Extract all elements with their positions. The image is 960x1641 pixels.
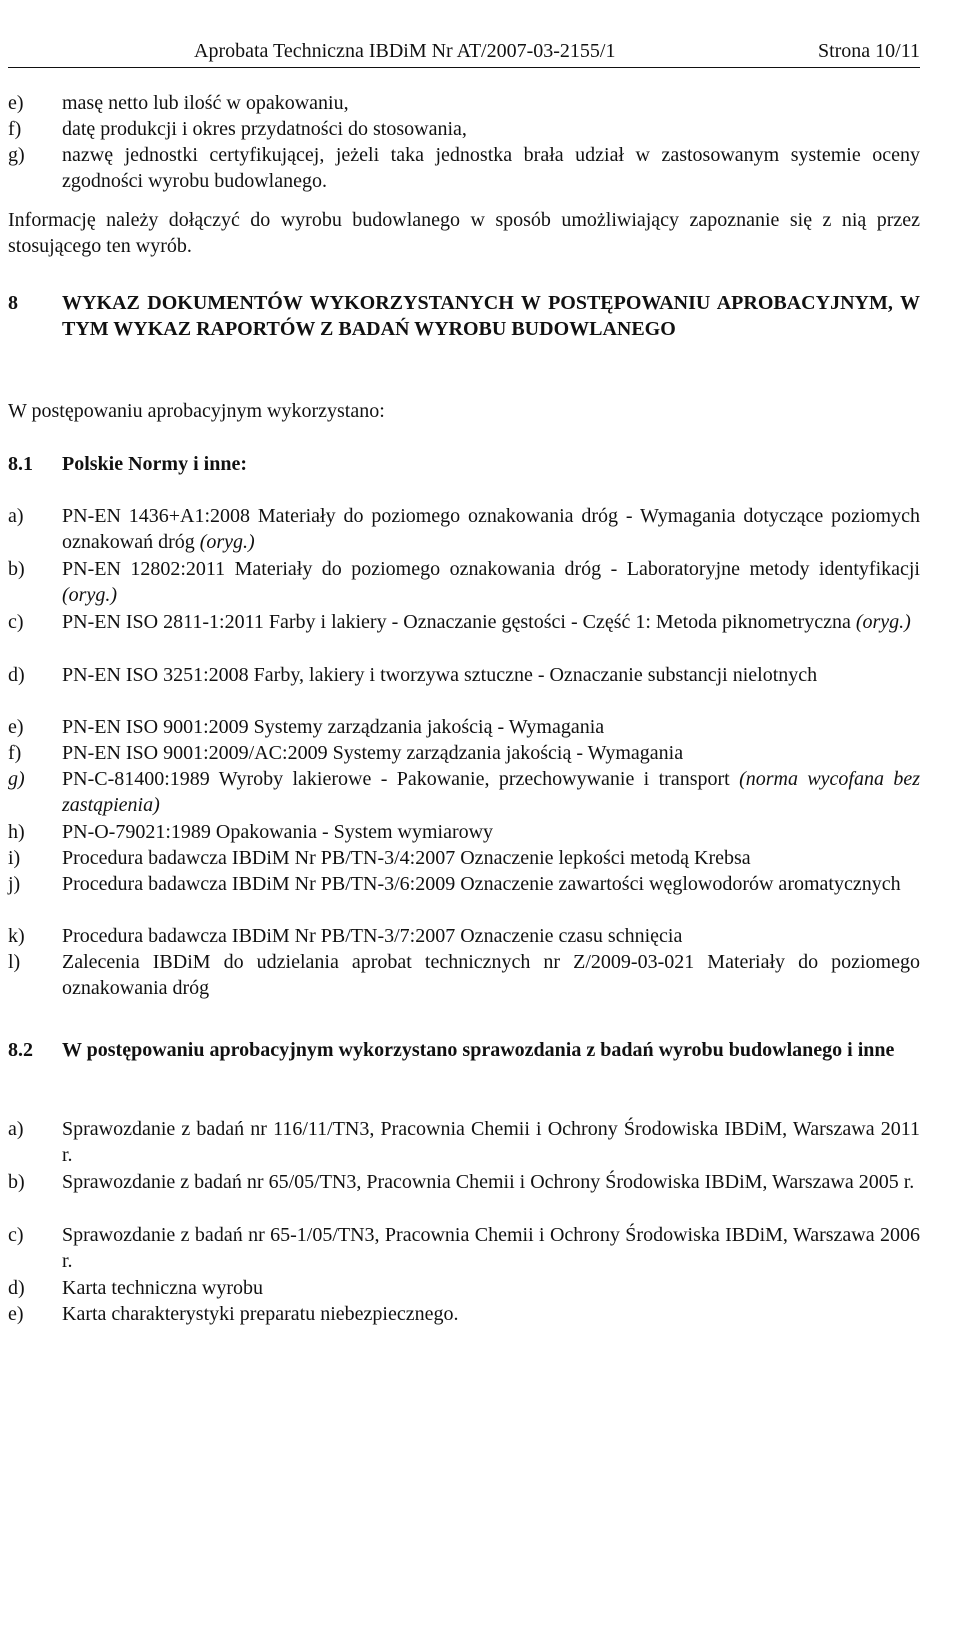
list-text: nazwę jednostki certyfikującej, jeżeli taka jednostka brała udział w zastosowanym systemie oceny zgodności wyrobu budowlanego. [62,144,920,192]
list-text [62,503,920,555]
list-text [62,923,920,949]
list-text-main: PN-O-79021:1989 Opakowania - System wymiarowy [62,821,494,843]
list-label: a) [8,1118,24,1140]
list-text [62,819,920,845]
list-text [62,845,920,871]
list-label: l) [8,951,21,973]
list-text: datę produkcji i okres przydatności do stosowania, [62,118,467,140]
list-text-main: Procedura badawcza IBDiM Nr PB/TN-3/6:2009 Oznaczenie zawartości węglowodorów aromatycznych [62,873,901,895]
page-number: Strona 10/11 [817,40,920,62]
section-number: 8.1 [8,453,33,475]
list-label: d) [8,1277,25,1299]
list-text [62,556,920,608]
list-note: (oryg.) [62,584,117,606]
list-text [62,871,920,897]
list-note: (norma wycofana bez zastąpienia) [62,768,921,816]
list-text [62,609,920,635]
list-label: a) [8,505,24,527]
list-label: e) [8,1303,24,1325]
section-number: 8 [8,292,18,314]
list-label: b) [8,1171,25,1193]
list-text [62,662,920,688]
list-label: f) [8,742,22,764]
list-label: b) [8,558,25,580]
list-text [62,714,920,740]
list-text-main: PN-EN 12802:2011 Materiały do poziomego oznakowania dróg - Laboratoryjne metody identyfikacji [62,558,920,580]
page-header [8,36,920,66]
list-note: (oryg.) [855,611,911,633]
list-text [62,1301,920,1327]
header-rule [8,67,920,68]
list-note: (oryg.) [199,531,255,553]
list-text [62,949,920,1001]
list-text-main: PN-EN 1436+A1:2008 Materiały do poziomego oznakowania dróg - Wymagania dotyczące poziomych oznakowań dróg [62,505,920,553]
list-label: f) [8,118,22,140]
list-label: c) [8,611,24,633]
section-8-intro: W postępowaniu aprobacyjnym wykorzystano: [8,400,385,422]
list-label: e) [8,716,24,738]
list-label: g) [8,768,25,790]
list-label: d) [8,664,25,686]
list-text [62,1169,920,1195]
header-title: Aprobata Techniczna IBDiM Nr AT/2007-03-2155/1 [194,40,616,62]
list-label: e) [8,92,24,114]
list-text-main: PN-EN ISO 2811-1:2011 Farby i lakiery - Oznaczanie gęstości - Część 1: Metoda piknometryczna [62,611,851,633]
list-label: h) [8,821,25,843]
list-text-main: Procedura badawcza IBDiM Nr PB/TN-3/4:2007 Oznaczenie lepkości metodą Krebsa [62,847,751,869]
list-label: i) [8,847,21,869]
list-label: c) [8,1224,24,1246]
section-title: Polskie Normy i inne: [62,453,247,475]
section-title: W postępowaniu aprobacyjnym wykorzystano sprawozdania z badań wyrobu budowlanego i inne [62,1039,895,1061]
list-text-main: Procedura badawcza IBDiM Nr PB/TN-3/7:2007 Oznaczenie czasu schnięcia [62,925,683,947]
list-text-main: Sprawozdanie z badań nr 65/05/TN3, Pracownia Chemii i Ochrony Środowiska IBDiM, Warszawa 2005 r. [62,1171,915,1193]
list-text [62,766,920,818]
list-label: k) [8,925,25,947]
list-text-main: Zalecenia IBDiM do udzielania aprobat technicznych nr Z/2009-03-021 Materiały do poziomego oznakowania dróg [62,951,920,999]
list-label: g) [8,144,25,166]
section-title: WYKAZ DOKUMENTÓW WYKORZYSTANYCH W POSTĘPOWANIU APROBACYJNYM, W TYM WYKAZ RAPORTÓW Z BADAŃ WYROBU BUDOWLANEGO [62,292,920,340]
list-text [62,1116,920,1168]
list-text: masę netto lub ilość w opakowaniu, [62,92,349,114]
list-text-main: PN-C-81400:1989 Wyroby lakierowe - Pakowanie, przechowywanie i transport [62,768,730,790]
list-text-main: Karta techniczna wyrobu [62,1277,264,1299]
list-text-main: PN-EN ISO 9001:2009 Systemy zarządzania jakością - Wymagania [62,716,605,738]
list-text-main: PN-EN ISO 3251:2008 Farby, lakiery i tworzywa sztuczne - Oznaczanie substancji nielotnych [62,664,818,686]
info-paragraph: Informację należy dołączyć do wyrobu budowlanego w sposób umożliwiający zapoznanie się z nią przez stosującego ten wyrób. [8,209,920,257]
list-text [62,1275,920,1301]
section-number: 8.2 [8,1039,33,1061]
list-text-main: Sprawozdanie z badań nr 65-1/05/TN3, Pracownia Chemii i Ochrony Środowiska IBDiM, Warszawa 2006 r. [62,1224,920,1272]
list-text-main: Sprawozdanie z badań nr 116/11/TN3, Pracownia Chemii i Ochrony Środowiska IBDiM, Warszawa 2011 r. [62,1118,920,1166]
list-text-main: PN-EN ISO 9001:2009/AC:2009 Systemy zarządzania jakością - Wymagania [62,742,684,764]
list-text [62,1222,920,1274]
list-text-main: Karta charakterystyki preparatu niebezpiecznego. [62,1303,459,1325]
list-label: j) [8,873,21,895]
list-text [62,740,920,766]
